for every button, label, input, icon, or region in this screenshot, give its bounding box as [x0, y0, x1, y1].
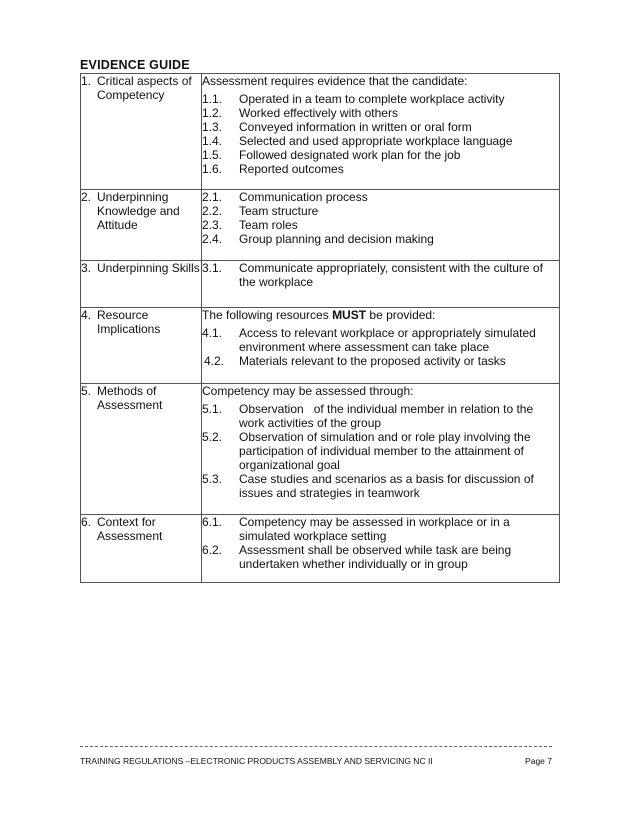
evidence-guide-table: [80, 73, 560, 583]
item-number: 1.1.: [202, 92, 223, 106]
row-content-cell: [202, 384, 560, 515]
list-item: [202, 543, 559, 571]
table-row: [81, 515, 560, 583]
item-number: 2.3.: [202, 218, 223, 232]
row-number: 4.: [81, 308, 92, 322]
list-item: [202, 326, 559, 354]
table-row: [81, 261, 560, 308]
intro-text: be provided:: [366, 308, 436, 322]
item-text: Access to relevant workplace or appropriately simulated environment where assessment can take place: [239, 326, 536, 354]
row-content-cell: [202, 74, 560, 190]
intro-emphasis: MUST: [332, 308, 367, 322]
list-item: [202, 204, 559, 218]
item-text: Case studies and scenarios as a basis for discussion of issues and strategies in teamwork: [239, 472, 534, 500]
item-number: 1.6.: [202, 162, 223, 176]
list-item: [202, 92, 559, 106]
row-number: 2.: [81, 190, 92, 204]
item-text: Reported outcomes: [239, 162, 344, 176]
list-item: [202, 430, 559, 472]
item-number: 2.2.: [202, 204, 223, 218]
row-label-cell: [81, 384, 202, 515]
row-intro: Assessment requires evidence that the candidate:: [202, 74, 468, 88]
item-text: Team roles: [239, 218, 298, 232]
row-label-cell: [81, 261, 202, 308]
item-text: Materials relevant to the proposed activity or tasks: [239, 354, 506, 368]
row-label-cell: [81, 74, 202, 190]
item-text: Followed designated work plan for the job: [239, 148, 461, 162]
item-number: 4.2.: [204, 354, 225, 368]
item-text: Conveyed information in written or oral form: [239, 120, 472, 134]
footer-document-title: TRAINING REGULATIONS –ELECTRONIC PRODUCTS ASSEMBLY AND SERVICING NC II: [80, 756, 433, 766]
item-number: 5.3.: [202, 472, 223, 486]
table-row: [81, 384, 560, 515]
item-number: 1.3.: [202, 120, 223, 134]
table-row: [81, 308, 560, 384]
item-number: 2.4.: [202, 232, 223, 246]
item-number: 1.2.: [202, 106, 223, 120]
item-text: Worked effectively with others: [239, 106, 398, 120]
page-number: Page 7: [525, 756, 552, 766]
row-intro: Competency may be assessed through:: [202, 384, 414, 398]
item-number: 1.5.: [202, 148, 223, 162]
list-item: [202, 472, 559, 500]
item-text: Observation of the individual member in relation to the work activities of the group: [239, 402, 537, 430]
list-item: [202, 515, 559, 543]
row-intro: [202, 308, 559, 322]
item-text: Operated in a team to complete workplace activity: [239, 92, 505, 106]
list-item: [202, 261, 559, 289]
row-content-cell: [202, 308, 560, 384]
row-content-cell: [202, 190, 560, 261]
item-number: 4.1.: [202, 326, 223, 340]
row-label-cell: [81, 308, 202, 384]
list-item: [202, 354, 559, 368]
row-content-cell: [202, 515, 560, 583]
row-label: Context for Assessment: [97, 515, 163, 543]
row-label: Underpinning Knowledge and Attitude: [97, 190, 180, 232]
row-number: 1.: [81, 74, 92, 88]
footer-divider: [80, 746, 552, 747]
item-number: 5.1.: [202, 402, 223, 416]
list-item: [202, 190, 559, 204]
list-item: [202, 162, 559, 176]
item-number: 6.2.: [202, 543, 223, 557]
item-text: Team structure: [239, 204, 319, 218]
item-text: Communication process: [239, 190, 368, 204]
item-text: Observation of simulation and or role play involving the participation of individual member to the attainment of organizational goal: [239, 430, 531, 472]
list-item: [202, 402, 559, 430]
item-text: Competency may be assessed in workplace or in a simulated workplace setting: [239, 515, 510, 543]
row-label: Methods of Assessment: [97, 384, 163, 412]
table-row: [81, 190, 560, 261]
intro-text: The following resources: [202, 308, 333, 322]
row-number: 5.: [81, 384, 92, 398]
list-item: [202, 218, 559, 232]
item-number: 2.1.: [202, 190, 223, 204]
item-number: 6.1.: [202, 515, 223, 529]
row-label: Resource Implications: [97, 308, 161, 336]
list-item: [202, 120, 559, 134]
item-number: 3.1.: [202, 261, 223, 275]
row-label: Underpinning Skills: [97, 261, 200, 275]
list-item: [202, 232, 559, 246]
list-item: [202, 106, 559, 120]
row-label: Critical aspects of Competency: [97, 74, 192, 102]
row-label-cell: [81, 190, 202, 261]
item-number: 1.4.: [202, 134, 223, 148]
page-title: EVIDENCE GUIDE: [80, 58, 190, 72]
item-text: Selected and used appropriate workplace language: [239, 134, 513, 148]
row-number: 6.: [81, 515, 92, 529]
row-label-cell: [81, 515, 202, 583]
row-number: 3.: [81, 261, 92, 275]
item-text: Assessment shall be observed while task are being undertaken whether individually or in group: [239, 543, 512, 571]
list-item: [202, 148, 559, 162]
item-text: Group planning and decision making: [239, 232, 434, 246]
row-content-cell: [202, 261, 560, 308]
item-number: 5.2.: [202, 430, 223, 444]
list-item: [202, 134, 559, 148]
table-row: [81, 74, 560, 190]
item-text: Communicate appropriately, consistent with the culture of the workplace: [239, 261, 543, 289]
page-footer: [80, 756, 552, 766]
